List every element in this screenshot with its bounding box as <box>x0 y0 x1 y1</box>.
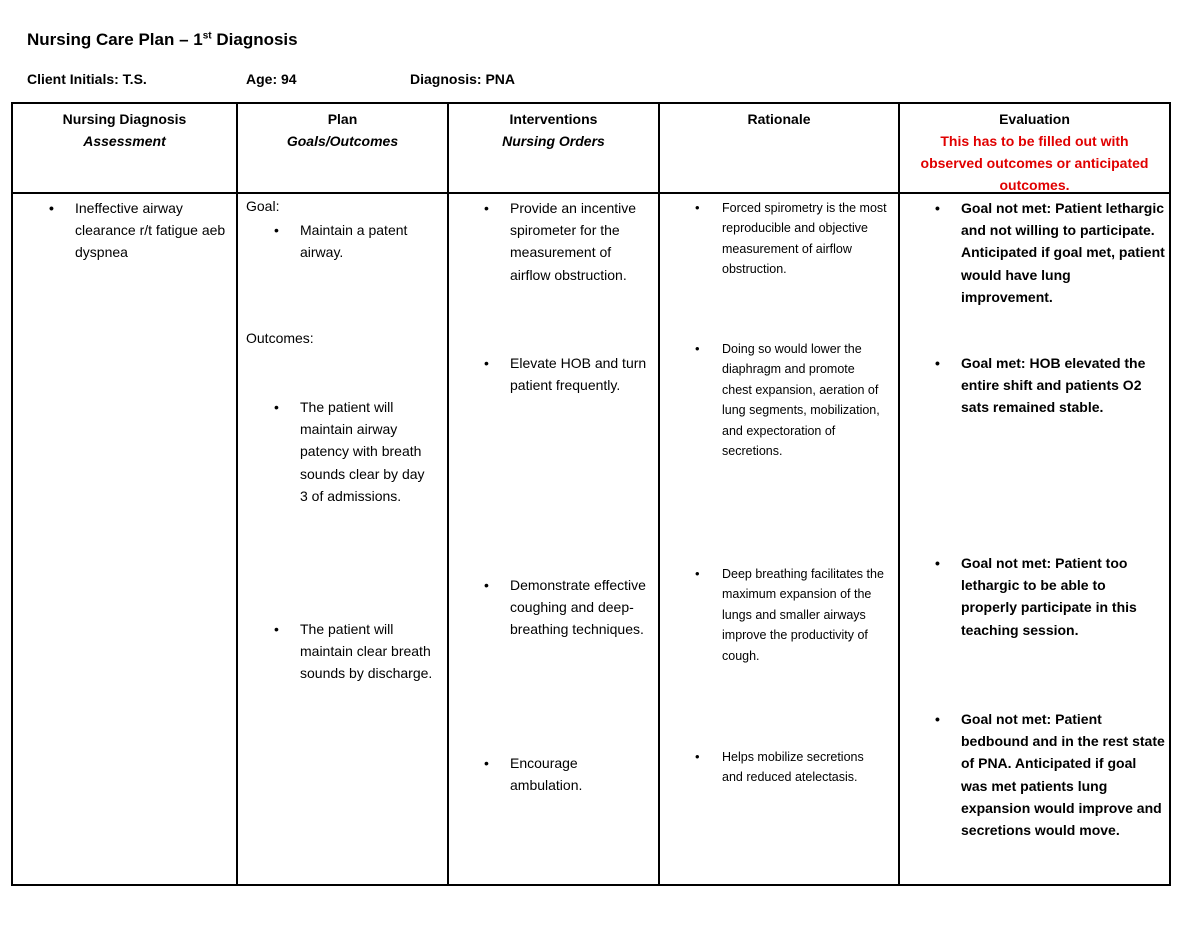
bullet-icon: • <box>49 200 54 216</box>
bullet-icon: • <box>695 749 700 764</box>
bullet-icon: • <box>484 755 489 771</box>
bullet-icon: • <box>484 355 489 371</box>
bullet-icon: • <box>935 711 940 727</box>
bullet-icon: • <box>695 341 700 356</box>
header-plan: Plan Goals/Outcomes <box>286 111 399 149</box>
bullet-icon: • <box>274 399 279 415</box>
column-divider <box>658 104 660 884</box>
bullet-icon: • <box>695 566 700 581</box>
goal-label: Goal: <box>246 198 280 214</box>
header-rationale: Rationale <box>747 111 811 127</box>
evaluation-item: • Goal met: HOB elevated the entire shift and patients O2 sats remained stable. <box>961 352 1165 419</box>
intervention-item: • Encourage ambulation. <box>510 752 652 796</box>
bullet-icon: • <box>935 200 940 216</box>
bullet-icon: • <box>935 355 940 371</box>
bullet-icon: • <box>274 621 279 637</box>
header-interventions: Interventions Nursing Orders <box>502 111 605 149</box>
rationale-item: • Deep breathing facilitates the maximum expansion of the lungs and smaller airways improve the productivity of cough. <box>695 566 884 663</box>
evaluation-item: • Goal not met: Patient too lethargic to be able to properly participate in this teaching session. <box>961 552 1165 641</box>
header-evaluation: Evaluation This has to be filled out with observed outcomes or anticipated outcomes. <box>900 108 1169 196</box>
client-age: Age: 94 <box>246 71 297 87</box>
evaluation-note: This has to be filled out with observed outcomes or anticipated outcomes. <box>920 133 1149 193</box>
intervention-item: • Elevate HOB and turn patient frequently. <box>510 352 652 396</box>
rationale-item: • Doing so would lower the diaphragm and promote chest expansion, aeration of lung segments, mobilization, and expectoration of secretions. <box>695 341 880 459</box>
diagnosis-item: • Ineffective airway clearance r/t fatigue aeb dyspnea <box>75 197 227 264</box>
rationale-item: • Helps mobilize secretions and reduced atelectasis. <box>695 749 864 785</box>
bullet-icon: • <box>484 577 489 593</box>
bullet-icon: • <box>695 200 700 215</box>
bullet-icon: • <box>484 200 489 216</box>
page-title: Nursing Care Plan – 1st Diagnosis <box>27 30 298 49</box>
evaluation-item: • Goal not met: Patient bedbound and in the rest state of PNA. Anticipated if goal was met patients lung expansion would improve and secretions would move. <box>961 708 1165 841</box>
outcome-item: • The patient will maintain clear breath sounds by discharge. <box>300 618 435 685</box>
outcome-item: • The patient will maintain airway patency with breath sounds clear by day 3 of admissions. <box>300 396 435 507</box>
outcomes-label: Outcomes: <box>246 330 314 346</box>
column-divider <box>236 104 238 884</box>
care-plan-table <box>11 102 1171 886</box>
bullet-icon: • <box>935 555 940 571</box>
goal-item: • Maintain a patent airway. <box>300 219 440 263</box>
client-diagnosis: Diagnosis: PNA <box>410 71 516 87</box>
client-initials: Client Initials: T.S. <box>27 71 147 87</box>
header-nursing-diagnosis: Nursing Diagnosis Assessment <box>62 111 187 149</box>
column-divider <box>898 104 900 884</box>
intervention-item: • Provide an incentive spirometer for the measurement of airflow obstruction. <box>510 197 652 286</box>
intervention-item: • Demonstrate effective coughing and deep-breathing techniques. <box>510 574 652 641</box>
column-divider <box>447 104 449 884</box>
bullet-icon: • <box>274 222 279 238</box>
rationale-item: • Forced spirometry is the most reproducible and objective measurement of airflow obstruction. <box>695 200 887 277</box>
evaluation-item: • Goal not met: Patient lethargic and not willing to participate. Anticipated if goal met, patient would have lung improvement. <box>961 197 1165 308</box>
